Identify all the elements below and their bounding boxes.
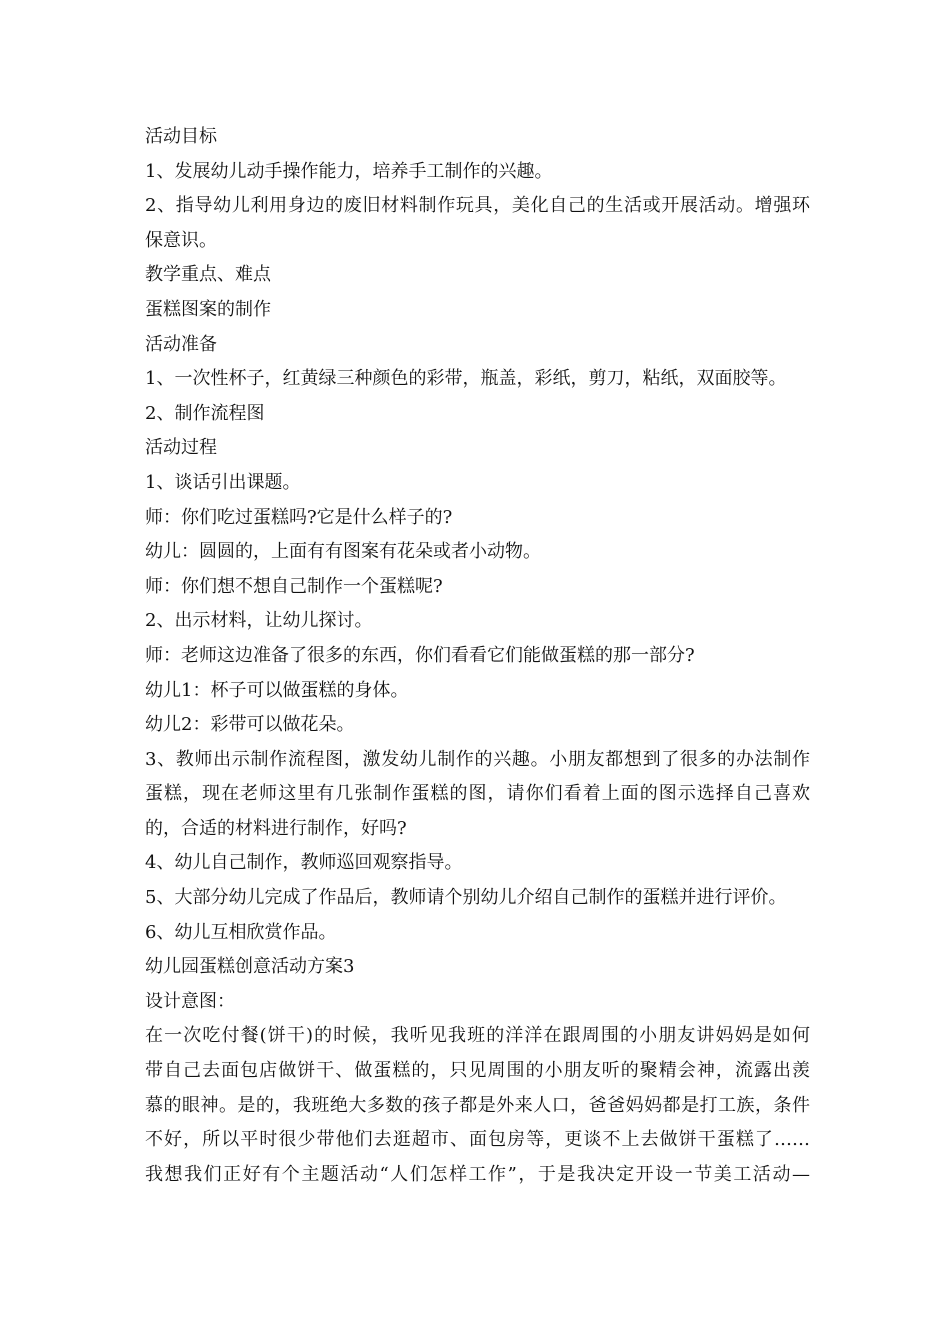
paragraph-line: 我想我们正好有个主题活动“人们怎样工作”，于是我决定开设一节美工活动— xyxy=(145,1163,810,1185)
dialogue-line: 师：你们想不想自己制作一个蛋糕呢? xyxy=(145,575,443,597)
paragraph-line: 3、教师出示制作流程图，激发幼儿制作的兴趣。小朋友都想到了很多的办法制作 xyxy=(145,748,810,770)
paragraph-line: 2、指导幼儿利用身边的废旧材料制作玩具，美化自己的生活或开展活动。增强环 xyxy=(145,195,810,217)
paragraph-line: 1、发展幼儿动手操作能力，培养手工制作的兴趣。 xyxy=(145,160,553,182)
paragraph-line: 保意识。 xyxy=(145,229,217,251)
paragraph-line: 2、出示材料，让幼儿探讨。 xyxy=(145,610,373,632)
paragraph-line: 蛋糕，现在老师这里有几张制作蛋糕的图，请你们看着上面的图示选择自己喜欢 xyxy=(145,783,810,805)
paragraph-line: 4、幼儿自己制作，教师巡回观察指导。 xyxy=(145,852,463,874)
heading-design-intent: 设计意图： xyxy=(145,990,235,1012)
paragraph-line: 5、大部分幼儿完成了作品后，教师请个别幼儿介绍自己制作的蛋糕并进行评价。 xyxy=(145,887,787,909)
paragraph-line: 的，合适的材料进行制作，好吗? xyxy=(145,817,407,839)
heading-activity-preparation: 活动准备 xyxy=(145,333,217,355)
heading-key-points: 教学重点、难点 xyxy=(145,264,271,286)
heading-activity-process: 活动过程 xyxy=(145,437,217,459)
dialogue-line: 师：老师这边准备了很多的东西，你们看看它们能做蛋糕的那一部分? xyxy=(145,644,695,666)
paragraph-line: 1、一次性杯子，红黄绿三种颜色的彩带，瓶盖，彩纸，剪刀，粘纸，双面胶等。 xyxy=(145,368,787,390)
dialogue-line: 师：你们吃过蛋糕吗?它是什么样子的? xyxy=(145,506,453,528)
paragraph-line: 蛋糕图案的制作 xyxy=(145,298,271,320)
section-title: 幼儿园蛋糕创意活动方案3 xyxy=(145,956,355,978)
dialogue-line: 幼儿1：杯子可以做蛋糕的身体。 xyxy=(145,679,409,701)
paragraph-line: 6、幼儿互相欣赏作品。 xyxy=(145,921,337,943)
paragraph-line: 慕的眼神。是的，我班绝大多数的孩子都是外来人口，爸爸妈妈都是打工族，条件 xyxy=(145,1094,810,1116)
paragraph-line: 带自己去面包店做饼干、做蛋糕的，只见周围的小朋友听的聚精会神，流露出羡 xyxy=(145,1060,810,1082)
document-body xyxy=(145,120,810,1192)
paragraph-line: 在一次吃付餐(饼干)的时候，我听见我班的洋洋在跟周围的小朋友讲妈妈是如何 xyxy=(145,1025,810,1047)
heading-activity-goals: 活动目标 xyxy=(145,126,217,147)
dialogue-line: 幼儿：圆圆的，上面有有图案有花朵或者小动物。 xyxy=(145,541,541,563)
dialogue-line: 幼儿2：彩带可以做花朵。 xyxy=(145,714,355,736)
paragraph-line: 2、制作流程图 xyxy=(145,402,265,424)
paragraph-line: 1、谈话引出课题。 xyxy=(145,471,301,493)
paragraph-line: 不好，所以平时很少带他们去逛超市、面包房等，更谈不上去做饼干蛋糕了…… xyxy=(145,1129,810,1151)
